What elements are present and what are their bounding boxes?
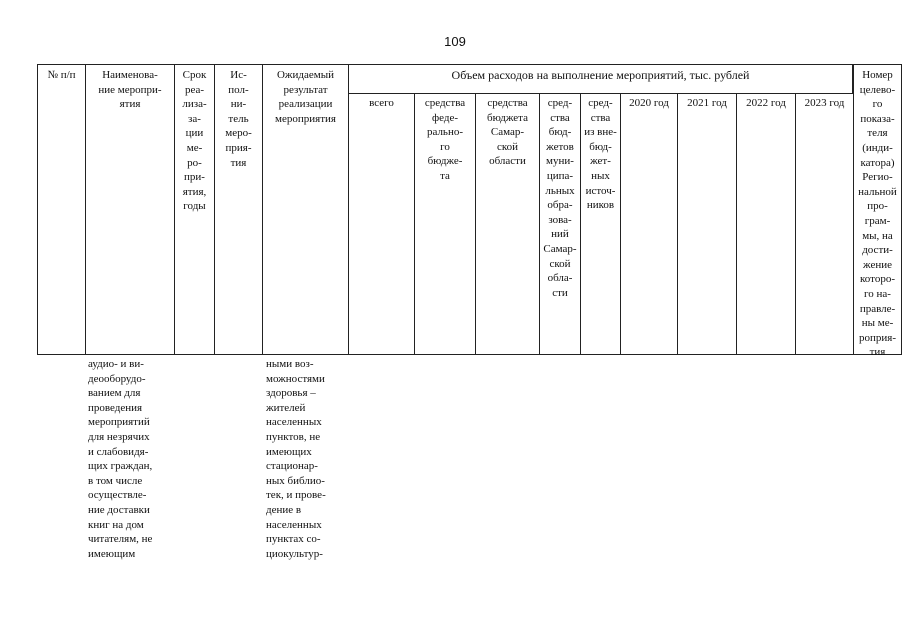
- header-2020-label: 2020 год: [629, 97, 669, 109]
- header-2023: [795, 93, 854, 355]
- header-2021: [677, 93, 737, 355]
- header-term-label: Срок реа- лиза- за- ции ме- ро- при- ятия, годы: [182, 69, 207, 213]
- header-2021-label: 2021 год: [687, 97, 727, 109]
- header-regional-label: средства бюджета Самар- ской области: [486, 97, 528, 168]
- header-total-label: всего: [369, 97, 394, 109]
- header-no: [37, 64, 86, 355]
- header-2022-label: 2022 год: [746, 97, 786, 109]
- header-federal-label: средства феде- рально- го бюдже- та: [424, 97, 466, 182]
- header-executor-label: Ис- пол- ни- тель меро- прия- тия: [225, 69, 252, 169]
- header-term: [174, 64, 215, 355]
- header-name-label: Наименова- ние меропри- ятия: [98, 69, 162, 111]
- header-executor: [214, 64, 263, 355]
- header-result-label: Ожидаемый результат реализации мероприятия: [275, 69, 336, 125]
- header-2020: [620, 93, 678, 355]
- header-extra-label: сред- ства из вне- бюд- жет- ных источ- ников: [584, 97, 617, 212]
- body-name-continuation: аудио- и ви- деооборудо- ванием для проведения мероприятий для незрячих и слабовидя- щих граждан, в том числе осуществле- ние доставки книг на дом читателям, не имеющим: [88, 358, 153, 560]
- header-total: [348, 93, 415, 355]
- body-result-continuation: ными воз- можностями здоровья – жителей населенных пунктов, не имеющих стационар- ных библио- тек, и прове- дение в населенных пунктах со- циокультур-: [266, 358, 326, 560]
- header-no-label: № п/п: [47, 69, 76, 81]
- header-federal: [414, 93, 476, 355]
- header-regional: [475, 93, 540, 355]
- header-result: [262, 64, 349, 355]
- header-name: [85, 64, 175, 355]
- header-2023-label: 2023 год: [804, 97, 845, 109]
- header-municipal: [539, 93, 581, 355]
- header-expenses-label: Объем расходов на выполнение мероприятий, тыс. рублей: [451, 68, 750, 82]
- header-2022: [736, 93, 796, 355]
- header-municipal-label: сред- ства бюд- жетов муни- ципа- льных обра- зова- ний Самар- ской обла- сти: [543, 97, 577, 299]
- header-extra: [580, 93, 621, 355]
- header-indicator-label: Номер целево- го показа- теля (инди- катора) Регио- нальной про- грам- мы, на дости- жение которо- го на- правле- ны ме- роприя- тия: [858, 69, 897, 359]
- page-number: 109: [444, 34, 466, 49]
- header-expenses: [348, 64, 853, 94]
- header-indicator: [853, 64, 902, 359]
